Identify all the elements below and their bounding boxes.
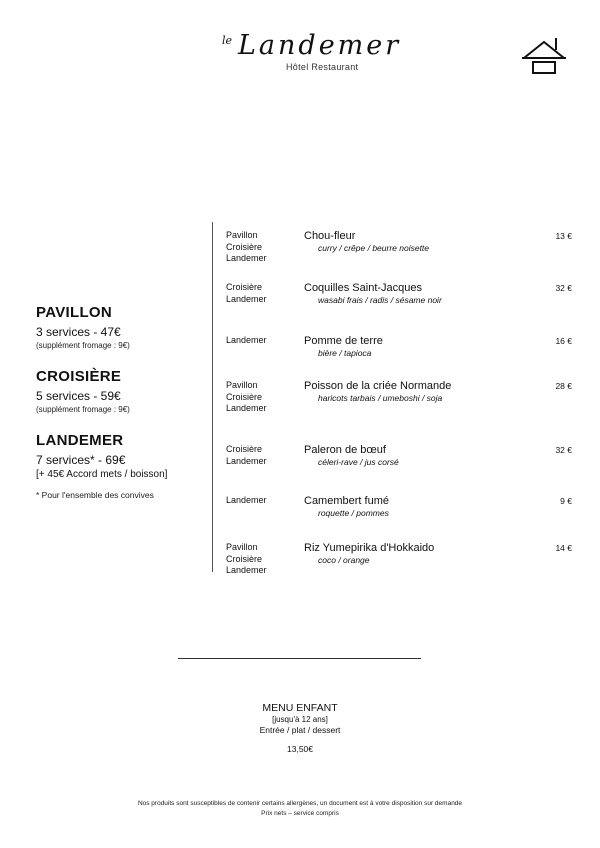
menu-tag: Pavillon	[226, 542, 258, 552]
kids-menu-price: 13,50€	[287, 744, 313, 754]
dish-description: coco / orange	[318, 555, 370, 565]
logo-name: Landemer	[238, 30, 402, 61]
dish-price: 28 €	[555, 381, 572, 391]
menu-tag: Landemer	[226, 495, 267, 505]
kids-menu-courses: Entrée / plat / dessert	[259, 725, 341, 735]
dish-name: Coquilles Saint-Jacques	[304, 282, 423, 294]
logo	[222, 30, 402, 76]
dish-description: wasabi frais / radis / sésame noir	[318, 295, 442, 305]
formula-price: 7 services* - 69€	[36, 453, 126, 467]
dish-price: 32 €	[555, 283, 572, 293]
dish-menus	[226, 444, 298, 467]
dish-description: haricots tarbais / umeboshi / soja	[318, 393, 443, 403]
formulas	[36, 304, 211, 500]
dish-menus	[226, 335, 298, 347]
dish-name: Pomme de terre	[304, 335, 383, 347]
dish-description: roquette / pommes	[318, 508, 389, 518]
dish-menus	[226, 495, 298, 507]
dish-menus	[226, 230, 298, 265]
menu-tag: Landemer	[226, 455, 267, 466]
formula-title: CROISIÈRE	[36, 368, 122, 385]
house-icon	[520, 36, 568, 76]
menu-tag: Croisière	[226, 241, 263, 252]
formula-croisiere	[36, 368, 211, 416]
kids-menu	[200, 702, 400, 754]
dish-description: bière / tapioca	[318, 348, 372, 358]
dish-name: Paleron de bœuf	[304, 444, 386, 456]
formula-title: PAVILLON	[36, 304, 113, 321]
vertical-divider	[212, 222, 213, 572]
dish-price: 9 €	[560, 496, 572, 506]
formula-price: 5 services - 59€	[36, 389, 121, 403]
dish-menus	[226, 542, 298, 577]
horizontal-divider	[178, 658, 421, 659]
menu-tag: Croisière	[226, 553, 263, 564]
menu-tag: Pavillon	[226, 230, 258, 240]
allergen-notice: Nos produits sont susceptibles de contenir certains allergènes, un document est à votre disposition sur demande	[137, 800, 463, 807]
kids-menu-age: [jusqu'à 12 ans]	[272, 715, 328, 724]
kids-menu-title: MENU ENFANT	[262, 702, 338, 714]
formula-note: (supplément fromage : 9€)	[36, 341, 130, 350]
menu-tag: Landemer	[226, 253, 267, 263]
formula-note: (supplément fromage : 9€)	[36, 405, 130, 414]
dish-name: Poisson de la criée Normande	[304, 380, 452, 392]
dish-name: Riz Yumepirika d'Hokkaido	[304, 542, 435, 554]
dish-name: Camembert fumé	[304, 495, 389, 507]
dish-description: curry / crêpe / beurre noisette	[318, 243, 430, 253]
dish-description: céleri-rave / jus corsé	[318, 457, 399, 467]
menu-tag: Landemer	[226, 335, 267, 345]
formula-price: 3 services - 47€	[36, 325, 121, 339]
formula-pavillon	[36, 304, 211, 352]
menu-tag: Landemer	[226, 403, 267, 413]
legal-notice	[0, 799, 600, 819]
logo-le: le	[222, 34, 233, 47]
menu-tag: Croisière	[226, 444, 263, 454]
dish-menus	[226, 282, 298, 305]
menu-tag: Landemer	[226, 565, 267, 575]
price-notice: Prix nets – service compris	[261, 810, 339, 817]
formula-landemer	[36, 432, 211, 482]
dish-menus	[226, 380, 298, 415]
menu-tag: Landemer	[226, 293, 267, 304]
dish-name: Chou-fleur	[304, 230, 356, 242]
formula-pairing: [+ 45€ Accord mets / boisson]	[36, 469, 168, 480]
dish-price: 14 €	[555, 543, 572, 553]
logo-subtitle: Hôtel Restaurant	[286, 62, 359, 72]
footnote: * Pour l'ensemble des convives	[36, 490, 154, 500]
menu-tag: Pavillon	[226, 380, 258, 390]
dish-price: 16 €	[555, 336, 572, 346]
menu-tag: Croisière	[226, 391, 263, 402]
menu-tag: Croisière	[226, 282, 263, 292]
dish-price: 32 €	[555, 445, 572, 455]
formula-title: LANDEMER	[36, 432, 124, 449]
dish-price: 13 €	[555, 231, 572, 241]
